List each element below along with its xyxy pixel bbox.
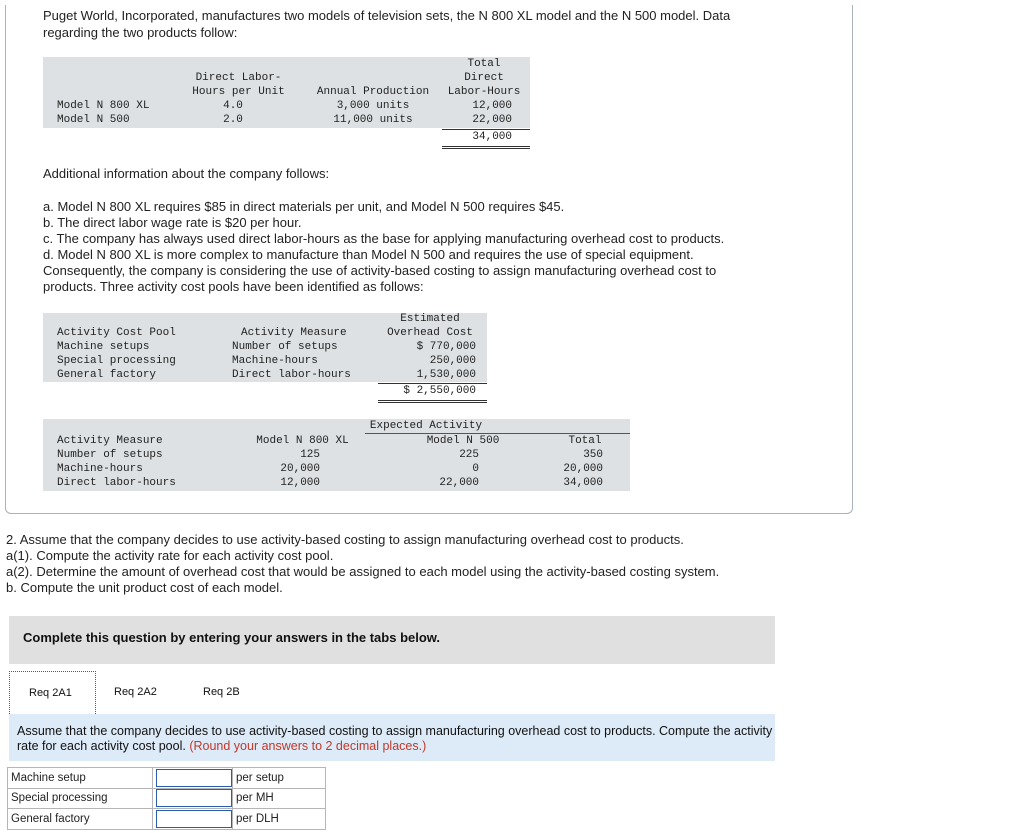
- question-b: b. Compute the unit product cost of each model.: [6, 580, 283, 595]
- answer-row-general-factory: [7, 809, 326, 830]
- pool-header-est-1: Estimated: [400, 313, 460, 325]
- additional-line-e: Consequently, the company is considering the use of activity-based costing to assign manufacturing overhead cost to: [43, 263, 717, 278]
- activity-header-total: Total: [568, 435, 602, 447]
- additional-line-d: d. Model N 800 XL is more complex to manufacture than Model N 500 and requires the use of special equipment.: [43, 247, 694, 262]
- additional-heading: Additional information about the company follows:: [43, 166, 330, 181]
- tab-req-2a1-label: Req 2A1: [29, 687, 72, 699]
- activity-row-3-m800: 12,000: [280, 477, 320, 489]
- activity-row-3-total: 34,000: [563, 477, 603, 489]
- answer-label-general-factory: General factory: [8, 809, 153, 829]
- activity-row-1-m800: 125: [300, 449, 320, 461]
- activity-header-measure: Activity Measure: [57, 435, 163, 447]
- tab-req-2a2-label: Req 2A2: [114, 686, 157, 698]
- pool-row-3-pool: General factory: [57, 369, 157, 381]
- pool-row-2-pool: Special processing: [57, 355, 176, 367]
- activity-row-2-m800: 20,000: [280, 463, 320, 475]
- pool-total-underline: [378, 383, 487, 384]
- pool-row-2-cost: 250,000: [429, 355, 476, 367]
- product-row-2-production: 11,000 units: [333, 114, 413, 126]
- pool-total: $ 2,550,000: [403, 385, 476, 397]
- product-total-double-line-2: [442, 148, 530, 149]
- tab-req-2a2[interactable]: [97, 671, 179, 714]
- pool-row-2-measure: Machine-hours: [232, 355, 318, 367]
- activity-row-2-m500: 0: [472, 463, 479, 475]
- question-2: 2. Assume that the company decides to use activity-based costing to assign manufacturing overhead cost to products.: [6, 532, 684, 547]
- instruction-text: [17, 724, 773, 754]
- col-header-dlh-2: Hours per Unit: [192, 86, 285, 98]
- product-row-1-model: Model N 800 XL: [57, 100, 150, 112]
- col-header-dlh-1: Direct Labor-: [195, 72, 282, 84]
- answer-row-special-processing: [7, 788, 326, 809]
- tab-req-2b-label: Req 2B: [203, 686, 240, 698]
- answer-row-machine-setup: [7, 767, 326, 789]
- product-row-2-total: 22,000: [472, 114, 512, 126]
- answer-unit-per-setup: per setup: [232, 768, 326, 788]
- pool-row-1-cost: $ 770,000: [416, 341, 476, 353]
- tab-req-2a1[interactable]: [9, 671, 96, 716]
- answer-unit-per-mh: per MH: [232, 788, 326, 808]
- product-total-underline: [442, 129, 530, 130]
- machine-setup-rate-input[interactable]: [156, 769, 232, 787]
- activity-row-1-m500: 225: [459, 449, 479, 461]
- pool-header-pool: Activity Cost Pool: [57, 327, 176, 339]
- product-grand-total: 34,000: [472, 131, 512, 143]
- col-header-annual: Annual Production: [316, 86, 430, 98]
- pool-total-double-line-2: [378, 402, 487, 403]
- activity-header-group: Expected Activity: [369, 420, 483, 432]
- product-row-2-model: Model N 500: [57, 114, 130, 126]
- instruction-main: Assume that the company decides to use activity-based costing to assign manufacturing overhead cost to products. Compute the activity rate for each activity cost pool.: [17, 724, 773, 753]
- pool-row-3-measure: Direct labor-hours: [232, 369, 351, 381]
- activity-row-1-total: 350: [583, 449, 603, 461]
- col-header-total-2: Direct: [464, 72, 504, 84]
- additional-line-c: c. The company has always used direct labor-hours as the base for applying manufacturing overhead cost to products.: [43, 231, 725, 246]
- complete-question-banner: [9, 616, 775, 664]
- product-row-1-hours: 4.0: [223, 100, 243, 112]
- activity-row-3-m500: 22,000: [439, 477, 479, 489]
- col-header-total-1: Total: [467, 58, 501, 70]
- activity-row-2-total: 20,000: [563, 463, 603, 475]
- activity-row-1-measure: Number of setups: [57, 449, 163, 461]
- complete-question-text: Complete this question by entering your answers in the tabs below.: [23, 630, 441, 645]
- product-row-1-production: 3,000 units: [336, 100, 410, 112]
- tab-req-2b[interactable]: [183, 671, 263, 714]
- activity-header-m800: Model N 800 XL: [256, 435, 349, 447]
- product-total-double-line-1: [442, 146, 530, 147]
- answer-label-special-processing: Special processing: [8, 788, 153, 808]
- answer-label-machine-setup: Machine setup: [8, 768, 153, 788]
- pool-row-1-measure: Number of setups: [232, 341, 338, 353]
- activity-header-m500: Model N 500: [426, 435, 500, 447]
- instruction-round-note: (Round your answers to 2 decimal places.): [189, 739, 427, 753]
- activity-row-3-measure: Direct labor-hours: [57, 477, 176, 489]
- product-row-1-total: 12,000: [472, 100, 512, 112]
- activity-row-2-measure: Machine-hours: [57, 463, 143, 475]
- intro-line-1: Puget World, Incorporated, manufactures two models of television sets, the N 800 XL model and the N 500 model. Data: [43, 8, 731, 23]
- question-a1: a(1). Compute the activity rate for each activity cost pool.: [6, 548, 334, 563]
- pool-header-est-2: Overhead Cost: [387, 327, 473, 339]
- activity-group-underline: [365, 433, 630, 434]
- answer-unit-per-dlh: per DLH: [232, 809, 326, 829]
- pool-header-measure: Activity Measure: [241, 327, 347, 339]
- intro-line-2: regarding the two products follow:: [43, 25, 238, 40]
- pool-row-1-pool: Machine setups: [57, 341, 150, 353]
- additional-line-f: products. Three activity cost pools have been identified as follows:: [43, 279, 424, 294]
- additional-line-a: a. Model N 800 XL requires $85 in direct materials per unit, and Model N 500 requires $45.: [43, 199, 565, 214]
- product-row-2-hours: 2.0: [223, 114, 243, 126]
- pool-row-3-cost: 1,530,000: [416, 369, 476, 381]
- pool-total-double-line-1: [378, 400, 487, 401]
- special-processing-rate-input[interactable]: [156, 789, 232, 807]
- question-a2: a(2). Determine the amount of overhead cost that would be assigned to each model using the activity-based costing system.: [6, 564, 720, 579]
- instruction-panel: [9, 714, 775, 761]
- additional-line-b: b. The direct labor wage rate is $20 per hour.: [43, 215, 302, 230]
- general-factory-rate-input[interactable]: [156, 810, 232, 828]
- col-header-total-3: Labor-Hours: [447, 86, 521, 98]
